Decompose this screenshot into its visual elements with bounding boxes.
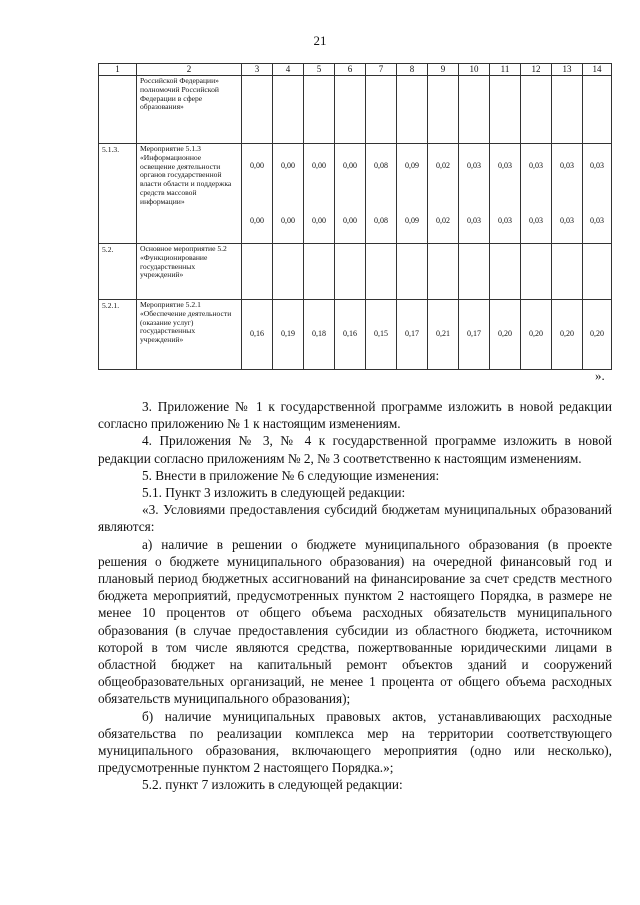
value-cell: 0,20 [521,299,552,369]
paragraph: 4. Приложения № 3, № 4 к государственной программе изложить в новой редакции согласно приложениям № 2, № 3 соответственно к настоящим изменениям. [98,433,612,466]
paragraph: 5.1. Пункт 3 изложить в следующей редакции: [142,485,406,501]
column-header: 7 [366,64,397,76]
row-name: Российской Федерации» полномочий Российской Федерации в сфере образования» [137,75,242,143]
closing-quote-mark: ». [595,368,605,383]
paragraph: 5. Внести в приложение № 6 следующие изменения: [142,467,440,483]
table-header-row [99,64,612,76]
column-header: 8 [397,64,428,76]
value-cell: 0,03 [498,161,512,171]
column-header: 13 [552,64,583,76]
column-header: 12 [521,64,552,76]
value-cell: 0,00 [281,215,295,225]
table-row [99,299,612,369]
value-cell: 0,17 [397,299,428,369]
column-header: 6 [335,64,366,76]
financing-table [98,63,612,370]
value-cell [583,75,612,143]
column-header: 10 [459,64,490,76]
row-code: 5.1.3. [99,143,137,243]
value-cell [428,75,459,143]
value-cell [397,75,428,143]
column-header: 1 [99,64,137,76]
row-name: Мероприятие 5.2.1 «Обеспечение деятельности (оказание услуг) государственных учреждений» [137,299,242,369]
value-cell: 0,03 [529,161,543,171]
value-cell: 0,03 [590,161,604,171]
row-code [99,75,137,143]
value-cell: 0,08 [374,215,388,225]
value-cell: 0,03 [467,161,481,171]
paragraph: 3. Приложение № 1 к государственной программе изложить в новой редакции согласно приложению № 1 к настоящим изменениям. [98,399,612,432]
value-cell: 0,02 [436,215,450,225]
value-cell: 0,09 [405,161,419,171]
value-cell [490,75,521,143]
row-name: Основное мероприятие 5.2 «Функционирование государственных учреждений» [137,243,242,299]
value-cell: 0,16 [242,299,273,369]
column-header: 9 [428,64,459,76]
value-cell [459,75,490,143]
paragraph: б) наличие муниципальных правовых актов, устанавливающих расходные обязательства по реализации комплекса мер на территории соответствующего муниципального образования, включающего мероприятия (одно или несколько), предусмотренные пунктом 2 настоящего Порядка.»; [98,708,612,776]
value-cell: 0,03 [590,215,604,225]
value-cell [428,243,459,299]
value-cell: 0,20 [490,299,521,369]
value-cell: 0,19 [273,299,304,369]
value-cell: 0,09 [405,215,419,225]
value-cell [304,75,335,143]
value-cell: 0,03 [498,215,512,225]
value-cell: 0,00 [343,215,357,225]
value-cell [459,243,490,299]
value-cell: 0,00 [312,215,326,225]
row-name: Мероприятие 5.1.3 «Информационное освещение деятельности органов государственной власти области и поддержка средств массовой информации» [137,143,242,243]
column-header: 14 [583,64,612,76]
value-cell: 0,17 [459,299,490,369]
value-cell [304,243,335,299]
value-cell: 0,18 [304,299,335,369]
value-cell [273,243,304,299]
value-cell: 0,20 [583,299,612,369]
value-cell [521,75,552,143]
value-cell [366,75,397,143]
column-header: 3 [242,64,273,76]
row-code: 5.2.1. [99,299,137,369]
value-cell: 0,03 [529,215,543,225]
column-header: 11 [490,64,521,76]
value-cell [335,75,366,143]
paragraph: «3. Условиями предоставления субсидий бюджетам муниципальных образований являются: [98,502,612,535]
value-cell: 0,03 [560,215,574,225]
value-cell [583,243,612,299]
value-cell: 0,16 [335,299,366,369]
row-code: 5.2. [99,243,137,299]
value-cell: 0,03 [560,161,574,171]
column-header: 5 [304,64,335,76]
page-number: 21 [313,33,327,48]
column-header: 2 [137,64,242,76]
value-cell [552,75,583,143]
paragraph: а) наличие в решении о бюджете муниципального образования (в проекте решения о бюджете муниципального образования) на очередной финансовый год и плановый период бюджетных ассигнований на финансирование за счет средств местного бюджета мероприятий, предусмотренных пунктом 2 настоящего Порядка, в размере не менее 10 процентов от общего объема расходных обязательств муниципального образования (в случае предоставления субсидии из областного бюджета, источником которой в том числе являются средства, пожертвованные юридическими лицами в областной бюджет на капитальный ремонт объектов зданий и сооружений общеобразовательных организаций, не менее 1 процента от общего объема расходных обязательств муниципального образования); [98,536,612,707]
value-cell: 0,00 [250,161,264,171]
value-cell: 0,02 [436,161,450,171]
value-cell: 0,03 [467,215,481,225]
value-cell: 0,08 [374,161,388,171]
value-cell: 0,20 [552,299,583,369]
value-cell [490,243,521,299]
document-body [98,398,612,794]
value-cell [242,243,273,299]
column-header: 4 [273,64,304,76]
value-cell [521,243,552,299]
value-cell [552,243,583,299]
table-row [99,143,612,243]
value-cell: 0,00 [312,161,326,171]
value-cell [335,243,366,299]
table-row [99,243,612,299]
value-cell: 0,15 [366,299,397,369]
paragraph: 5.2. пункт 7 изложить в следующей редакции: [142,777,403,793]
value-cell [273,75,304,143]
value-cell [242,75,273,143]
value-cell: 0,21 [428,299,459,369]
value-cell: 0,00 [250,215,264,225]
value-cell [397,243,428,299]
value-cell [366,243,397,299]
value-cell: 0,00 [343,161,357,171]
value-cell: 0,00 [281,161,295,171]
table-row [99,75,612,143]
